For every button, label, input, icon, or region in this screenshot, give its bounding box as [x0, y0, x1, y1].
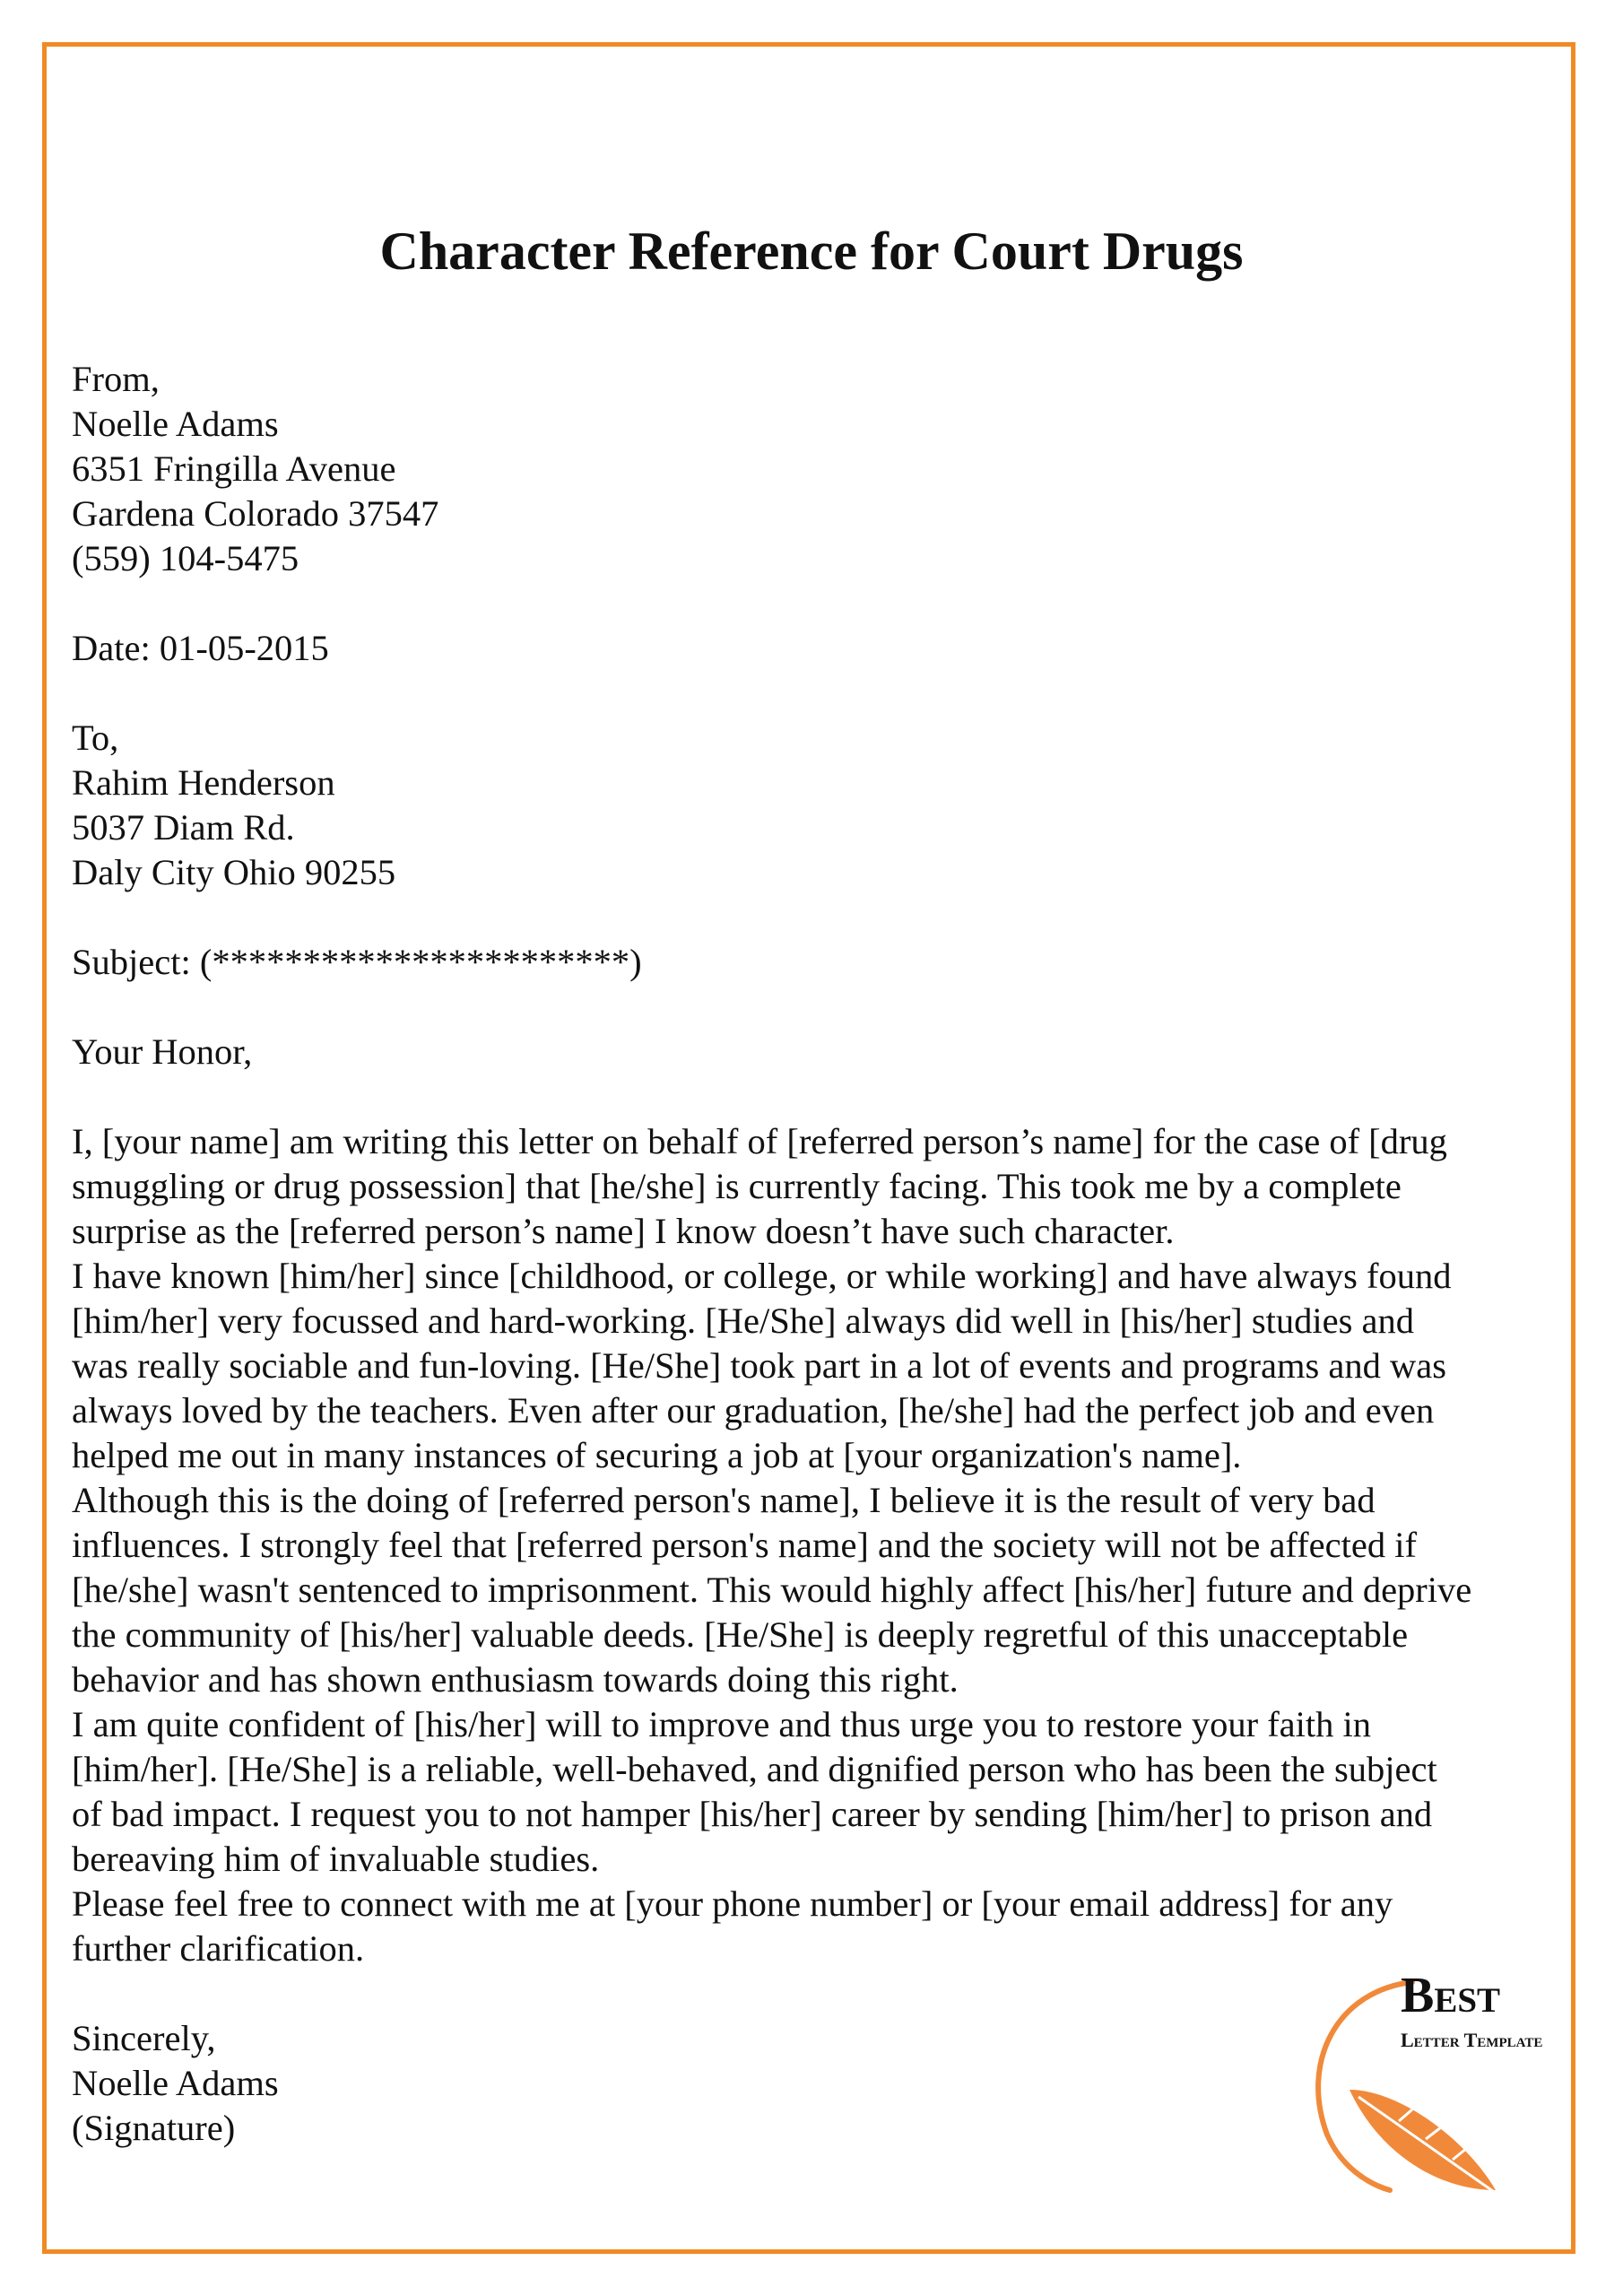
body-line: [him/her]. [He/She] is a reliable, well-behaved, and dignified person who has been the subject [72, 1749, 1437, 1789]
body-line: further clarification. [72, 1928, 365, 1969]
closing: Sincerely, [72, 2018, 216, 2058]
body-line: Please feel free to connect with me at [your phone number] or [your email address] for any [72, 1883, 1393, 1924]
body-line: I am quite confident of [his/her] will to improve and thus urge you to restore your faith in [72, 1704, 1372, 1744]
body-line: influences. I strongly feel that [referred person's name] and the society will not be affected if [72, 1525, 1417, 1565]
body-line: [he/she] wasn't sentenced to imprisonment. This would highly affect [his/her] future and deprive [72, 1570, 1472, 1610]
recipient-name: Rahim Henderson [72, 762, 335, 803]
letter-text [72, 357, 1551, 2151]
from-label: From, [72, 359, 160, 399]
letter-date: Date: 01-05-2015 [72, 628, 329, 668]
signature-note: (Signature) [72, 2108, 236, 2148]
body-line: I have known [him/her] since [childhood, or college, or while working] and have always found [72, 1256, 1452, 1296]
sender-street: 6351 Fringilla Avenue [72, 448, 396, 489]
body-line: [him/her] very focussed and hard-working. [He/She] always did well in [his/her] studies and [72, 1300, 1414, 1341]
body-line: bereaving him of invaluable studies. [72, 1839, 600, 1879]
letter-title: Character Reference for Court Drugs [379, 222, 1244, 281]
body-line: always loved by the teachers. Even after our graduation, [he/she] had the perfect job and even [72, 1390, 1435, 1431]
body-line: of bad impact. I request you to not hamper [his/her] career by sending [him/her] to prison and [72, 1794, 1433, 1834]
body-line: the community of [his/her] valuable deeds. [He/She] is deeply regretful of this unacceptable [72, 1614, 1409, 1655]
salutation: Your Honor, [72, 1031, 253, 1072]
sender-phone: (559) 104-5475 [72, 538, 299, 578]
body-line: surprise as the [referred person’s name] I know doesn’t have such character. [72, 1211, 1175, 1251]
to-label: To, [72, 718, 119, 758]
body-line: behavior and has shown enthusiasm towards doing this right. [72, 1659, 959, 1700]
recipient-street: 5037 Diam Rd. [72, 807, 295, 848]
body-line: helped me out in many instances of securing a job at [your organization's name]. [72, 1435, 1242, 1475]
sender-city: Gardena Colorado 37547 [72, 493, 439, 534]
body-line: I, [your name] am writing this letter on behalf of [referred person’s name] for the case of [drug [72, 1121, 1447, 1161]
logo-word-best: Best [1401, 1968, 1501, 2023]
signer-name: Noelle Adams [72, 2063, 279, 2103]
body-line: Although this is the doing of [referred person's name], I believe it is the result of very bad [72, 1480, 1376, 1520]
body-line: was really sociable and fun-loving. [He/She] took part in a lot of events and programs and was [72, 1345, 1446, 1386]
recipient-city: Daly City Ohio 90255 [72, 852, 396, 892]
sender-name: Noelle Adams [72, 404, 279, 444]
logo-word-letter-template: Letter Template [1401, 2029, 1543, 2051]
subject-line: Subject: (***********************) [72, 942, 642, 982]
body-line: smuggling or drug possession] that [he/she] is currently facing. This took me by a complete [72, 1166, 1402, 1206]
